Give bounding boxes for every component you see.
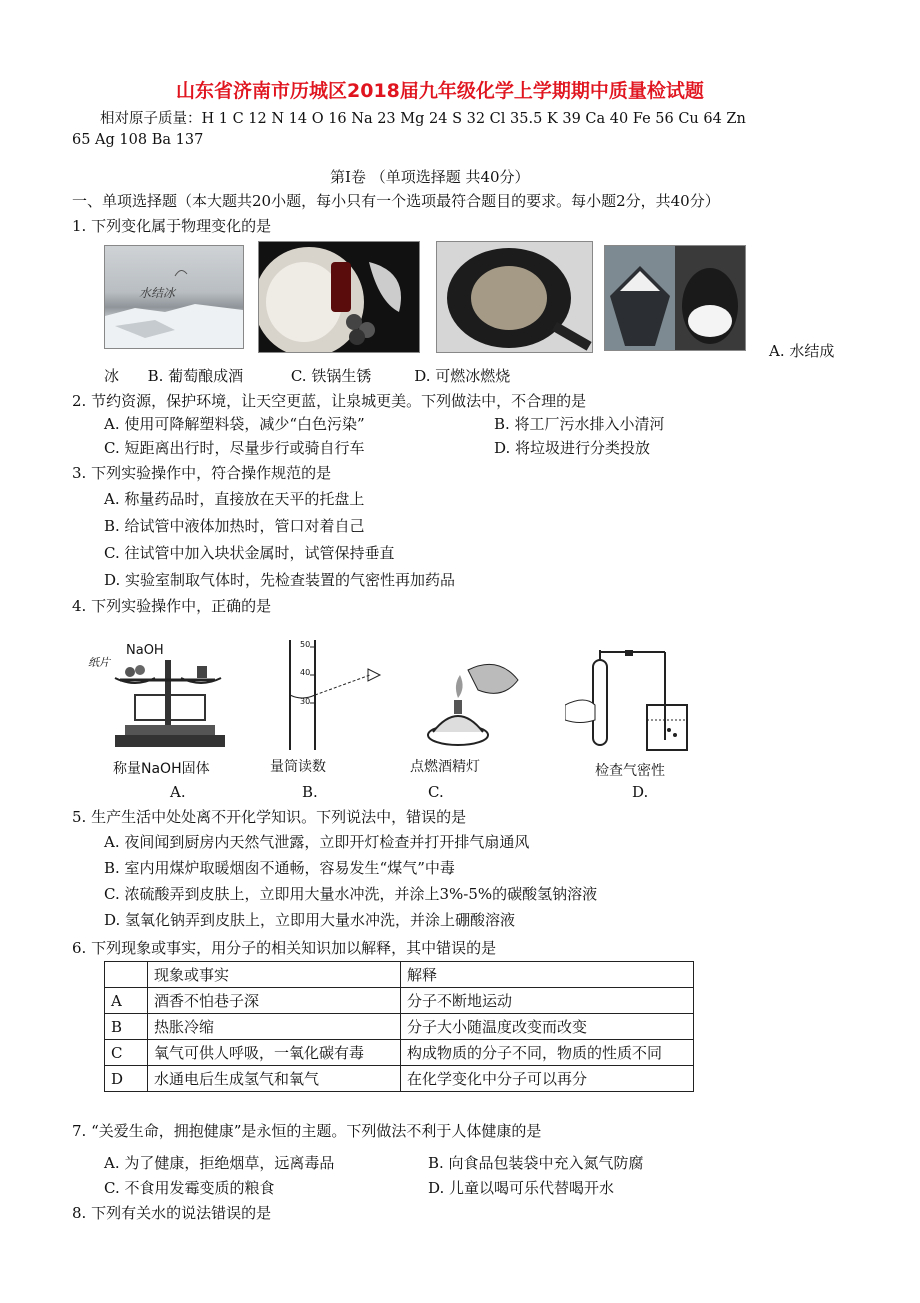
table-row [105, 1014, 694, 1040]
q7-option-d: D. 儿童以喝可乐代替喝开水 [428, 1179, 615, 1197]
photo-ice-caption: 水结冰 [139, 286, 176, 300]
fig-b-caption: 量筒读数 [270, 759, 326, 775]
q2-stem: 2. 节约资源，保护环境，让天空更蓝，让泉城更美。下列做法中，不合理的是 [72, 392, 587, 410]
scale-30: 30 [300, 697, 311, 706]
section-heading: 第Ⅰ卷 （单项选择题 共40分） [330, 168, 530, 186]
q4-letter-d: D. [632, 783, 649, 801]
fig-c-caption: 点燃酒精灯 [410, 759, 480, 775]
table-cell: 水通电后生成氢气和氧气 [148, 1066, 401, 1092]
photo-iron-pan [436, 241, 593, 353]
table-cell: C [105, 1040, 148, 1066]
page-title: 山东省济南市历城区2018届九年级化学上学期期中质量检试题 [176, 80, 704, 102]
fig-alcohol-lamp [418, 650, 528, 750]
rusty-pan-image [437, 242, 592, 352]
wine-grapes-image [259, 242, 419, 352]
q7-option-b: B. 向食品包装袋中充入氮气防腐 [428, 1154, 644, 1172]
table-row [105, 988, 694, 1014]
fig-airtight-test [565, 650, 695, 755]
q5-option-d: D. 氢氧化钠弄到皮肤上，立即用大量水冲洗，并涂上硼酸溶液 [104, 911, 516, 929]
q5-option-b: B. 室内用煤炉取暖烟囱不通畅，容易发生“煤气”中毒 [104, 859, 455, 877]
table-header-cell: 现象或事实 [148, 962, 401, 988]
q8-stem: 8. 下列有关水的说法错误的是 [72, 1204, 272, 1222]
q1-option-a-tail: A. 水结成 [769, 342, 835, 360]
q3-stem: 3. 下列实验操作中，符合操作规范的是 [72, 464, 332, 482]
fig-a-caption: 称量NaOH固体 [113, 761, 210, 777]
q3-option-c: C. 往试管中加入块状金属时，试管保持垂直 [104, 544, 395, 562]
atomic-mass-line-2: 65 Ag 108 Ba 137 [72, 132, 204, 148]
table-cell: D [105, 1066, 148, 1092]
atomic-mass-line-1: 相对原子质量：H 1 C 12 N 14 O 16 Na 23 Mg 24 S 32 Cl 35.5 K 39 Ca 40 Fe 56 Cu 64 Zn [100, 111, 746, 127]
table-header-cell: 解释 [401, 962, 694, 988]
q3-option-b: B. 给试管中液体加热时，管口对着自己 [104, 517, 365, 535]
q2-option-d: D. 将垃圾进行分类投放 [494, 439, 651, 457]
q4-stem: 4. 下列实验操作中，正确的是 [72, 597, 272, 615]
section-instruction: 一、单项选择题（本大题共20小题，每小只有一个选项最符合题目的要求。每小题2分，共40分） [72, 192, 720, 210]
table-header-row [105, 962, 694, 988]
table-cell: A [105, 988, 148, 1014]
q7-option-a: A. 为了健康，拒绝烟草，远离毒品 [104, 1154, 335, 1172]
q7-stem: 7. “关爱生命，拥抱健康”是永恒的主题。下列做法不利于人体健康的是 [72, 1122, 542, 1140]
q5-stem: 5. 生产生活中处处离不开化学知识。下列说法中，错误的是 [72, 808, 467, 826]
combustible-ice-image [605, 246, 745, 350]
q2-option-b: B. 将工厂污水排入小清河 [494, 415, 665, 433]
photo-wine [258, 241, 420, 353]
table-cell: 氧气可供人呼吸，一氧化碳有毒 [148, 1040, 401, 1066]
scale-40: 40 [300, 668, 311, 677]
table-cell: 热胀冷缩 [148, 1014, 401, 1040]
q5-option-c: C. 浓硫酸弄到皮肤上，立即用大量水冲洗，并涂上3%-5%的碳酸氢钠溶液 [104, 885, 598, 903]
fig-d-caption: 检查气密性 [595, 763, 665, 779]
table-cell: 构成物质的分子不同，物质的性质不同 [401, 1040, 694, 1066]
table-cell: 分子大小随温度改变而改变 [401, 1014, 694, 1040]
q4-letter-c: C. [428, 783, 444, 801]
naoh-label: NaOH [126, 643, 164, 658]
table-cell: B [105, 1014, 148, 1040]
fig-cylinder [270, 635, 390, 755]
table-cell: 在化学变化中分子可以再分 [401, 1066, 694, 1092]
q6-stem: 6. 下列现象或事实，用分子的相关知识加以解释，其中错误的是 [72, 939, 497, 957]
q1-options-line: 冰 B. 葡萄酿成酒 C. 铁锅生锈 D. 可燃冰燃烧 [104, 367, 511, 385]
q2-option-c: C. 短距离出行时，尽量步行或骑自行车 [104, 439, 365, 457]
q4-letter-a: A. [170, 783, 186, 801]
table-row [105, 1040, 694, 1066]
table-cell: 酒香不怕巷子深 [148, 988, 401, 1014]
q6-table [104, 961, 694, 1092]
paper-label: 纸片 [88, 656, 110, 669]
table-cell: 分子不断地运动 [401, 988, 694, 1014]
q7-option-c: C. 不食用发霉变质的粮食 [104, 1179, 275, 1197]
photo-combustible-ice [604, 245, 746, 351]
table-header-cell [105, 962, 148, 988]
photo-ice [104, 245, 244, 349]
q2-option-a: A. 使用可降解塑料袋，减少“白色污染” [104, 415, 365, 433]
table-row [105, 1066, 694, 1092]
q1-stem: 1. 下列变化属于物理变化的是 [72, 217, 272, 235]
q5-option-a: A. 夜间闻到厨房内天然气泄露，立即开灯检查并打开排气扇通风 [104, 833, 530, 851]
q4-letter-b: B. [302, 783, 318, 801]
q3-option-d: D. 实验室制取气体时，先检查装置的气密性再加药品 [104, 571, 456, 589]
q3-option-a: A. 称量药品时，直接放在天平的托盘上 [104, 490, 365, 508]
scale-50: 50 [300, 640, 311, 649]
